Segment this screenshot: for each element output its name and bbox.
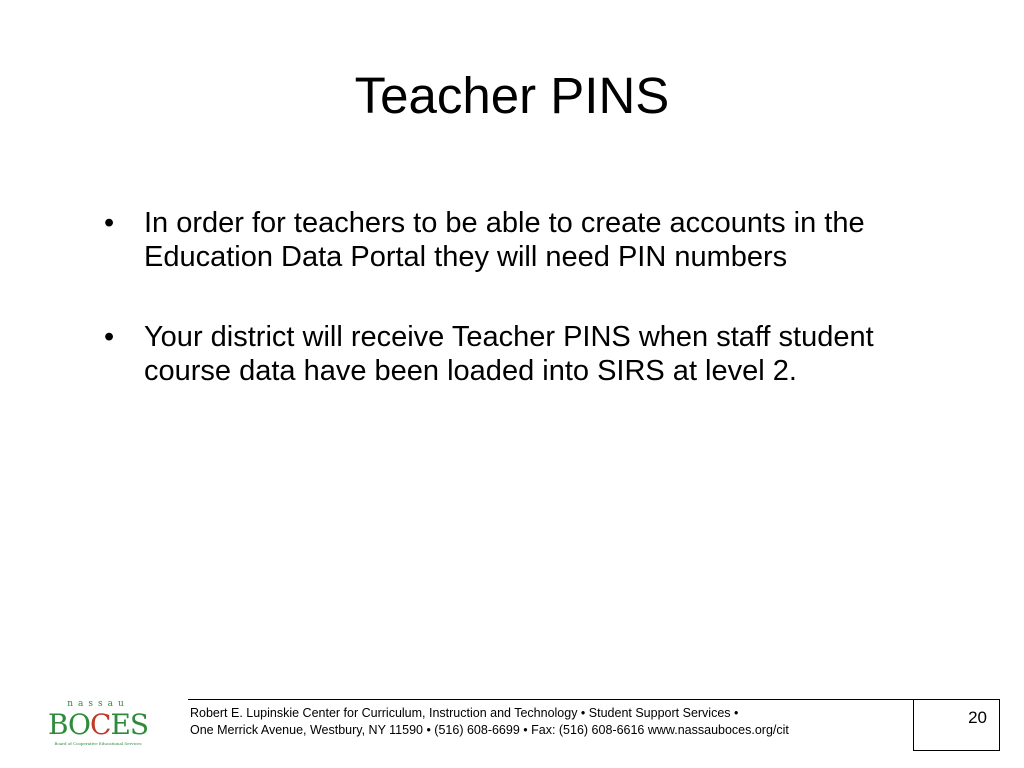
svg-text:Board of Cooperative Education: Board of Cooperative Educational Services [54, 741, 142, 746]
bullet-item [100, 320, 930, 388]
bullet-item [100, 206, 930, 274]
nassau-boces-logo [47, 697, 149, 749]
footer-line-2: One Merrick Avenue, Westbury, NY 11590 • (516) 608-6699 • Fax: (516) 608-6616 www.nassauboces.org/cit [190, 723, 789, 737]
bullet-text: Your district will receive Teacher PINS when staff student course data have been loaded into SIRS at level 2. [144, 321, 874, 387]
footer-line-1: Robert E. Lupinskie Center for Curriculum, Instruction and Technology • Student Support Services • [190, 706, 739, 720]
page-number-box [913, 699, 1000, 751]
svg-text:BOCES: BOCES [47, 708, 149, 741]
bullet-dot: • [104, 321, 115, 353]
footer-text [190, 705, 910, 739]
page-number: 20 [968, 708, 987, 727]
bullet-dot: • [104, 207, 115, 239]
bullet-text: In order for teachers to be able to create accounts in the Education Data Portal they will need PIN numbers [144, 207, 865, 273]
slide-title: Teacher PINS [354, 67, 670, 124]
footer-divider [188, 699, 913, 700]
boces-logo-graphic [47, 697, 149, 749]
svg-text:nassau: nassau [67, 699, 129, 709]
bullet-list [100, 206, 930, 434]
